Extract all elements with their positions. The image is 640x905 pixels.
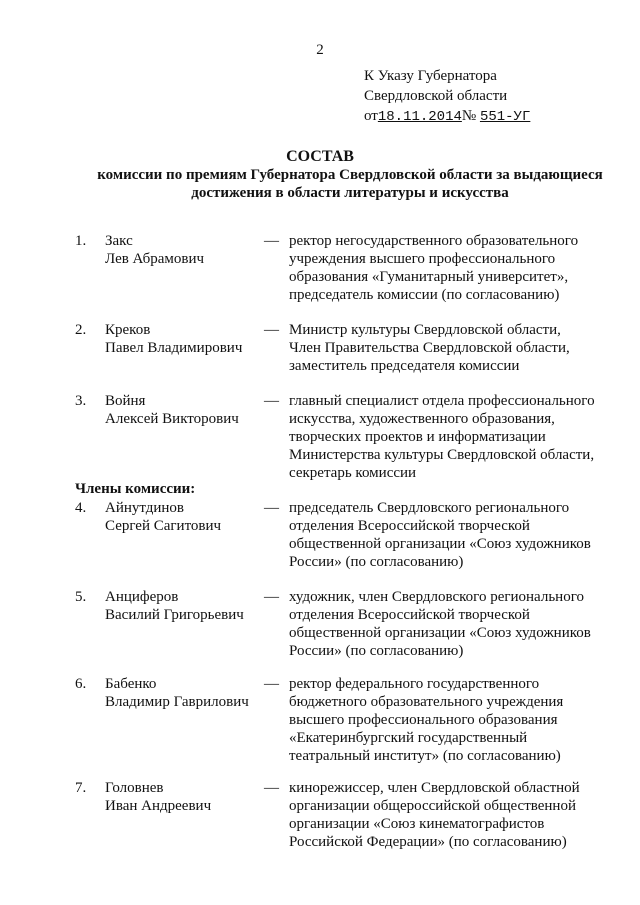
person-name [105, 232, 204, 268]
position-line: отделения Всероссийской творческой [289, 607, 530, 623]
person-name [105, 588, 244, 624]
entry-number: 2. [75, 322, 87, 338]
annex-date-prefix: от [364, 108, 378, 124]
subtitle-line-1: комиссии по премиям Губернатора Свердловской области за выдающиеся [97, 167, 603, 183]
person-name [105, 499, 221, 535]
annex-line-1: К Указу Губернатора [364, 68, 497, 84]
person-surname: Головнев [105, 780, 164, 796]
person-position [289, 232, 619, 304]
document-subtitle [60, 166, 640, 202]
position-line: учреждения высшего профессионального [289, 251, 556, 267]
position-line: председатель Свердловского регионального [289, 500, 570, 516]
person-given-names: Владимир Гаврилович [105, 694, 249, 710]
position-line: Министерства культуры Свердловской области, [289, 447, 595, 463]
annex-line-2: Свердловской области [364, 88, 508, 104]
person-given-names: Алексей Викторович [105, 411, 239, 427]
person-position [289, 675, 619, 765]
annex-number-prefix: № [461, 108, 477, 124]
dash-separator: — [264, 676, 279, 692]
position-line: высшего профессионального образования [289, 712, 558, 728]
document-title: СОСТАВ [286, 148, 354, 165]
position-line: председатель комиссии (по согласованию) [289, 287, 560, 303]
annex-number: 551-УГ [479, 109, 531, 125]
person-given-names: Василий Григорьевич [105, 607, 244, 623]
position-line: ректор негосударственного образовательного [289, 233, 579, 249]
position-line: общественной организации «Союз художников [289, 536, 591, 552]
person-surname: Анциферов [105, 589, 179, 605]
person-given-names: Сергей Сагитович [105, 518, 222, 534]
entry-number: 7. [75, 780, 87, 796]
dash-separator: — [264, 500, 279, 516]
dash-separator: — [264, 780, 279, 796]
entry-number: 4. [75, 500, 87, 516]
position-line: общественной организации «Союз художников [289, 625, 591, 641]
person-surname: Бабенко [105, 676, 157, 692]
person-given-names: Лев Абрамович [105, 251, 205, 267]
person-name [105, 675, 249, 711]
position-line: России» (по согласованию) [289, 554, 464, 570]
person-given-names: Павел Владимирович [105, 340, 243, 356]
person-surname: Войня [105, 393, 146, 409]
position-line: творческих проектов и информатизации [289, 429, 546, 445]
position-line: заместитель председателя комиссии [289, 358, 520, 374]
members-section-label: Члены комиссии: [75, 481, 196, 497]
annex-date: 18.11.2014 [377, 109, 462, 125]
position-line: организации общероссийской общественной [289, 798, 576, 814]
position-line: искусства, художественного образования, [289, 411, 555, 427]
annex-header [364, 66, 530, 127]
position-line: «Екатеринбургский государственный [289, 730, 528, 746]
position-line: организации «Союз кинематографистов [289, 816, 545, 832]
annex-decree-ref [364, 106, 530, 127]
person-given-names: Иван Андреевич [105, 798, 212, 814]
dash-separator: — [264, 393, 279, 409]
position-line: главный специалист отдела профессионального [289, 393, 595, 409]
entry-number: 5. [75, 589, 87, 605]
person-position [289, 321, 619, 375]
position-line: Член Правительства Свердловской области, [289, 340, 570, 356]
person-surname: Креков [105, 322, 151, 338]
person-name [105, 392, 239, 428]
person-position [289, 779, 619, 851]
dash-separator: — [264, 233, 279, 249]
position-line: ректор федерального государственного [289, 676, 540, 692]
position-line: России» (по согласованию) [289, 643, 464, 659]
person-position [289, 392, 619, 482]
position-line: кинорежиссер, член Свердловской областной [289, 780, 580, 796]
position-line: театральный институт» (по согласованию) [289, 748, 561, 764]
person-surname: Айнутдинов [105, 500, 185, 516]
entry-number: 1. [75, 233, 87, 249]
position-line: отделения Всероссийской творческой [289, 518, 530, 534]
position-line: секретарь комиссии [289, 465, 417, 481]
entry-number: 6. [75, 676, 87, 692]
entry-number: 3. [75, 393, 87, 409]
subtitle-line-2: достижения в области литературы и искусства [191, 185, 509, 201]
dash-separator: — [264, 322, 279, 338]
dash-separator: — [264, 589, 279, 605]
person-name [105, 321, 242, 357]
position-line: художник, член Свердловского регионального [289, 589, 584, 605]
person-position [289, 588, 619, 660]
position-line: Российской Федерации» (по согласованию) [289, 834, 567, 850]
person-position [289, 499, 619, 571]
position-line: бюджетного образовательного учреждения [289, 694, 564, 710]
position-line: Министр культуры Свердловской области, [289, 322, 561, 338]
person-name [105, 779, 211, 815]
position-line: образования «Гуманитарный университет», [289, 269, 569, 285]
person-surname: Закс [105, 233, 133, 249]
page-number: 2 [316, 42, 324, 58]
